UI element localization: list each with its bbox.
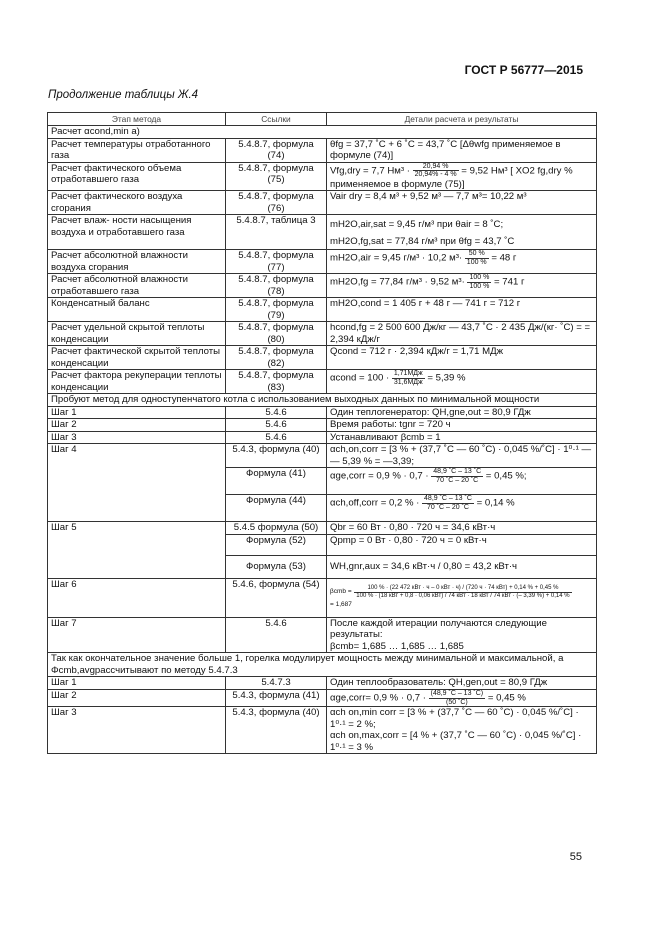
table-row [48,274,597,298]
formula-fraction [465,250,489,266]
ref-cell: Формула (53) [226,555,327,578]
table-row [48,138,597,162]
fraction-denominator: 100 % · (18 кВт + 0,8 · 0,06 кВт) / 74 кВт · 18 кВт / 74 кВт · (– 3,39 %) + 0,14 % [356,592,570,599]
stage-cell: Расчет влаж- ности насыщения воздуха и отработавшего газа [48,215,226,250]
formula-text: применяемое в формуле (75)] [330,178,465,190]
formula-text: αch on,min corr = [3 % + (37,7 ˚C — 60 ˚C) · 0,045 %/˚C] · 1⁰·¹ = 2 %; [330,707,579,730]
formula-text: = 48 г [491,253,517,265]
stage-cell: Шаг 2 [48,689,226,706]
fraction-numerator: (48,9 ˚C – 13 ˚C) [430,689,484,697]
section-row [48,394,597,407]
table-row [48,406,597,419]
stage-cell: Расчет удельной скрытой теплоты конденсации [48,322,226,346]
formula-fraction [467,274,491,290]
fraction-denominator: 31,6МДж [393,379,423,387]
detail-cell [327,274,597,298]
formula-text: = 0,45 %; [485,471,527,483]
stage-cell: Шаг 3 [48,431,226,444]
fraction-numerator: 48,9 ˚C – 13 ˚C [433,468,482,476]
detail-cell [327,689,597,706]
fraction-denominator: 70 ˚C – 20 ˚C [436,477,479,485]
stage-cell: Конденсатный баланс [48,298,226,322]
ref-cell: 5.4.3, формула (41) [226,689,327,706]
formula-text: = 0,45 % [487,692,526,704]
ref-cell: 5.4.8.7, формула (82) [226,346,327,370]
stage-cell: Шаг 2 [48,419,226,432]
calculation-table [47,112,597,754]
formula-text: αch on,max,corr = [4 % + (37,7 ˚C — 60 ˚C) · 0,045 %/˚C] · 1⁰·¹ = 3 % [330,730,582,753]
section-title: Пробуют метод для одноступенчатого котла с использованием выходных данных по минимальной мощности [48,394,597,407]
ref-cell: 5.4.8.7, формула (74) [226,138,327,162]
section-title: Так как окончательное значение больше 1, горелка модулирует мощность между минимальной и максимальной, а Φcmb,avgрассчитывают по методу 5.4.7.3 [48,653,597,677]
table-row [48,322,597,346]
detail-cell: Qbr = 60 Вт · 0,80 · 720 ч = 34,6 кВт·ч [327,522,597,535]
detail-cell [327,495,597,522]
formula-text: После каждой итерации получаются следующие результаты: [330,617,547,641]
fraction-denominator: 70 ˚C – 20 ˚C [426,504,469,512]
stage-cell: Шаг 3 [48,707,226,754]
formula-text: mH2O,air,sat = 9,45 г/м³ при θair = 8 ˚C; [330,219,504,231]
formula-text: = 741 г [494,277,525,289]
detail-cell: θfg = 37,7 ˚C + 6 ˚C = 43,7 ˚C [Δθwfg применяемое в формуле (74)] [327,138,597,162]
stage-cell: Шаг 4 [48,444,226,522]
ref-cell: 5.4.8.7, формула (78) [226,274,327,298]
ref-cell: 5.4.3, формула (40) [226,707,327,754]
table-row [48,677,597,690]
table-row [48,522,597,535]
fraction-numerator: 1,71МДж [393,370,423,378]
ref-cell: 5.4.6 [226,406,327,419]
detail-cell: mH2O,cond = 1 405 г + 48 г — 741 г = 712 г [327,298,597,322]
ref-cell: Формула (44) [226,495,327,522]
section-row [48,653,597,677]
stage-cell: Шаг 6 [48,578,226,617]
stage-cell: Расчет температуры отработанного газа [48,138,226,162]
table-row [48,689,597,706]
table-row [48,250,597,274]
fraction-denominator: 100 % [466,259,487,267]
table-row [48,707,597,754]
detail-cell [327,468,597,495]
fraction-denominator: 100 % [469,283,490,291]
detail-cell [327,370,597,394]
formula-text: = 5,39 % [427,373,466,385]
detail-cell [327,617,597,653]
table-row [48,419,597,432]
fraction-numerator: 48,9 ˚C – 13 ˚C [424,495,472,503]
stage-cell: Расчет фактического объема отработавшего газа [48,162,226,191]
formula-text: αcond = 100 · [330,373,390,385]
fraction-denominator: 20,94% - 4 % [414,171,457,179]
formula-text: βcmb = [330,588,352,596]
formula-fraction [429,690,486,706]
fraction-numerator: 50 % [465,250,489,259]
formula-text: αch,off,corr = 0,2 % · [330,498,420,510]
detail-cell: Устанавливают βcmb = 1 [327,431,597,444]
fraction-numerator: 100 % · (22 472 кВт · ч – 0 кВт · ч) / (720 ч · 74 кВт) + 0,14 % + 0,45 % [354,585,571,593]
formula-text: = 9,52 Нм³ [ XO2 fg,dry % [461,165,573,177]
ref-cell: 5.4.6, формула (54) [226,578,327,617]
formula-text: βcmb= 1,685 … 1,685 … 1,685 [330,640,464,652]
ref-cell: 5.4.8.7, формула (77) [226,250,327,274]
formula-fraction [422,495,474,511]
ref-cell: 5.4.8.7, формула (83) [226,370,327,394]
ref-cell: 5.4.5 формула (50) [226,522,327,535]
detail-cell [327,162,597,191]
detail-cell [327,578,597,617]
stage-cell: Шаг 1 [48,406,226,419]
table-row [48,162,597,191]
fraction-numerator: 100 % [469,274,490,282]
fraction-numerator: 20,94 % [413,163,459,172]
detail-cell [327,707,597,754]
stage-cell: Расчет абсолютной влажности отработавшего газа [48,274,226,298]
stage-cell: Шаг 5 [48,522,226,579]
formula-text: αge,corr = 0,9 % · 0,7 · [330,471,429,483]
formula-fraction [431,468,483,484]
formula-fraction [354,585,571,599]
formula-fraction [413,163,459,179]
stage-cell: Расчет абсолютной влажности воздуха сгорания [48,250,226,274]
formula-text: mH2O,air = 9,45 г/м³ · 10,2 м³· [330,253,463,265]
column-header-ref: Ссылки [226,113,327,126]
formula-text: mH2O,fg = 77,84 г/м³ · 9,52 м³· [330,277,465,289]
detail-cell: Один теплогенератор: QH,gne,out = 80,9 ГДж [327,406,597,419]
table-row [48,444,597,468]
detail-cell: Qcond = 712 г · 2,394 кДж/г = 1,71 МДж [327,346,597,370]
ref-cell: 5.4.6 [226,419,327,432]
ref-cell: 5.4.8.7, формула (76) [226,191,327,215]
fraction-denominator: (50 ˚C) [445,698,468,706]
section-title: Расчет αcond,min a) [48,126,597,139]
ref-cell: 5.4.8.7, формула (80) [226,322,327,346]
detail-cell: WH,gnr,aux = 34,6 кВт·ч / 0,80 = 43,2 кВт·ч [327,555,597,578]
ref-cell: 5.4.6 [226,431,327,444]
formula-text: = 0,14 % [476,498,515,510]
detail-cell [327,215,597,250]
column-header-stage: Этап метода [48,113,226,126]
formula-text: Vfg,dry = 7,7 Нм³ · [330,165,410,177]
detail-cell: Qpmp = 0 Вт · 0,80 · 720 ч = 0 кВт·ч [327,534,597,555]
column-header-details: Детали расчета и результаты [327,113,597,126]
page-number: 55 [569,851,582,863]
ref-cell: Формула (52) [226,534,327,555]
section-row [48,126,597,139]
table-row [48,298,597,322]
stage-cell: Расчет фактора рекуперации теплоты конденсации [48,370,226,394]
stage-cell: Шаг 7 [48,617,226,653]
ref-cell: 5.4.8.7, таблица 3 [226,215,327,250]
detail-cell: Время работы: tgnr = 720 ч [327,419,597,432]
detail-cell: Один теплообразователь: QH,gen,out = 80,9 ГДж [327,677,597,690]
table-row [48,370,597,394]
ref-cell: 5.4.6 [226,617,327,653]
detail-cell: αch,on,corr = [3 % + (37,7 ˚C — 60 ˚C) · 0,045 %/˚C] · 1⁰·¹ — — 5,39 % = —3,39; [327,444,597,468]
ref-cell: 5.4.3, формула (40) [226,444,327,468]
table-row [48,617,597,653]
stage-cell: Расчет фактической скрытой теплоты конденсации [48,346,226,370]
table-caption: Продолжение таблицы Ж.4 [48,89,199,101]
ref-cell: 5.4.7.3 [226,677,327,690]
table-row [48,191,597,215]
stage-cell: Шаг 1 [48,677,226,690]
formula-fraction [392,370,425,386]
ref-cell: Формула (41) [226,468,327,495]
table-row [48,431,597,444]
standard-number: ГОСТ Р 56777—2015 [464,63,583,77]
formula-text: αge,corr= 0,9 % · 0,7 · [330,692,426,704]
formula-text: mH2O,fg,sat = 77,84 г/м³ при θfg = 43,7 ˚C [330,235,515,247]
detail-cell: hcond,fg = 2 500 600 Дж/кг — 43,7 ˚C · 2 435 Дж/(кг· ˚C) = = 2,394 кДж/г [327,322,597,346]
table-row [48,578,597,617]
ref-cell: 5.4.8.7, формула (79) [226,298,327,322]
ref-cell: 5.4.8.7, формула (75) [226,162,327,191]
detail-cell [327,250,597,274]
formula-text: = 1,687 [330,600,352,608]
detail-cell: Vair dry = 8,4 м³ + 9,52 м³ — 7,7 м³= 10,22 м³ [327,191,597,215]
table-row [48,346,597,370]
table-row [48,215,597,250]
stage-cell: Расчет фактического воздуха сгорания [48,191,226,215]
